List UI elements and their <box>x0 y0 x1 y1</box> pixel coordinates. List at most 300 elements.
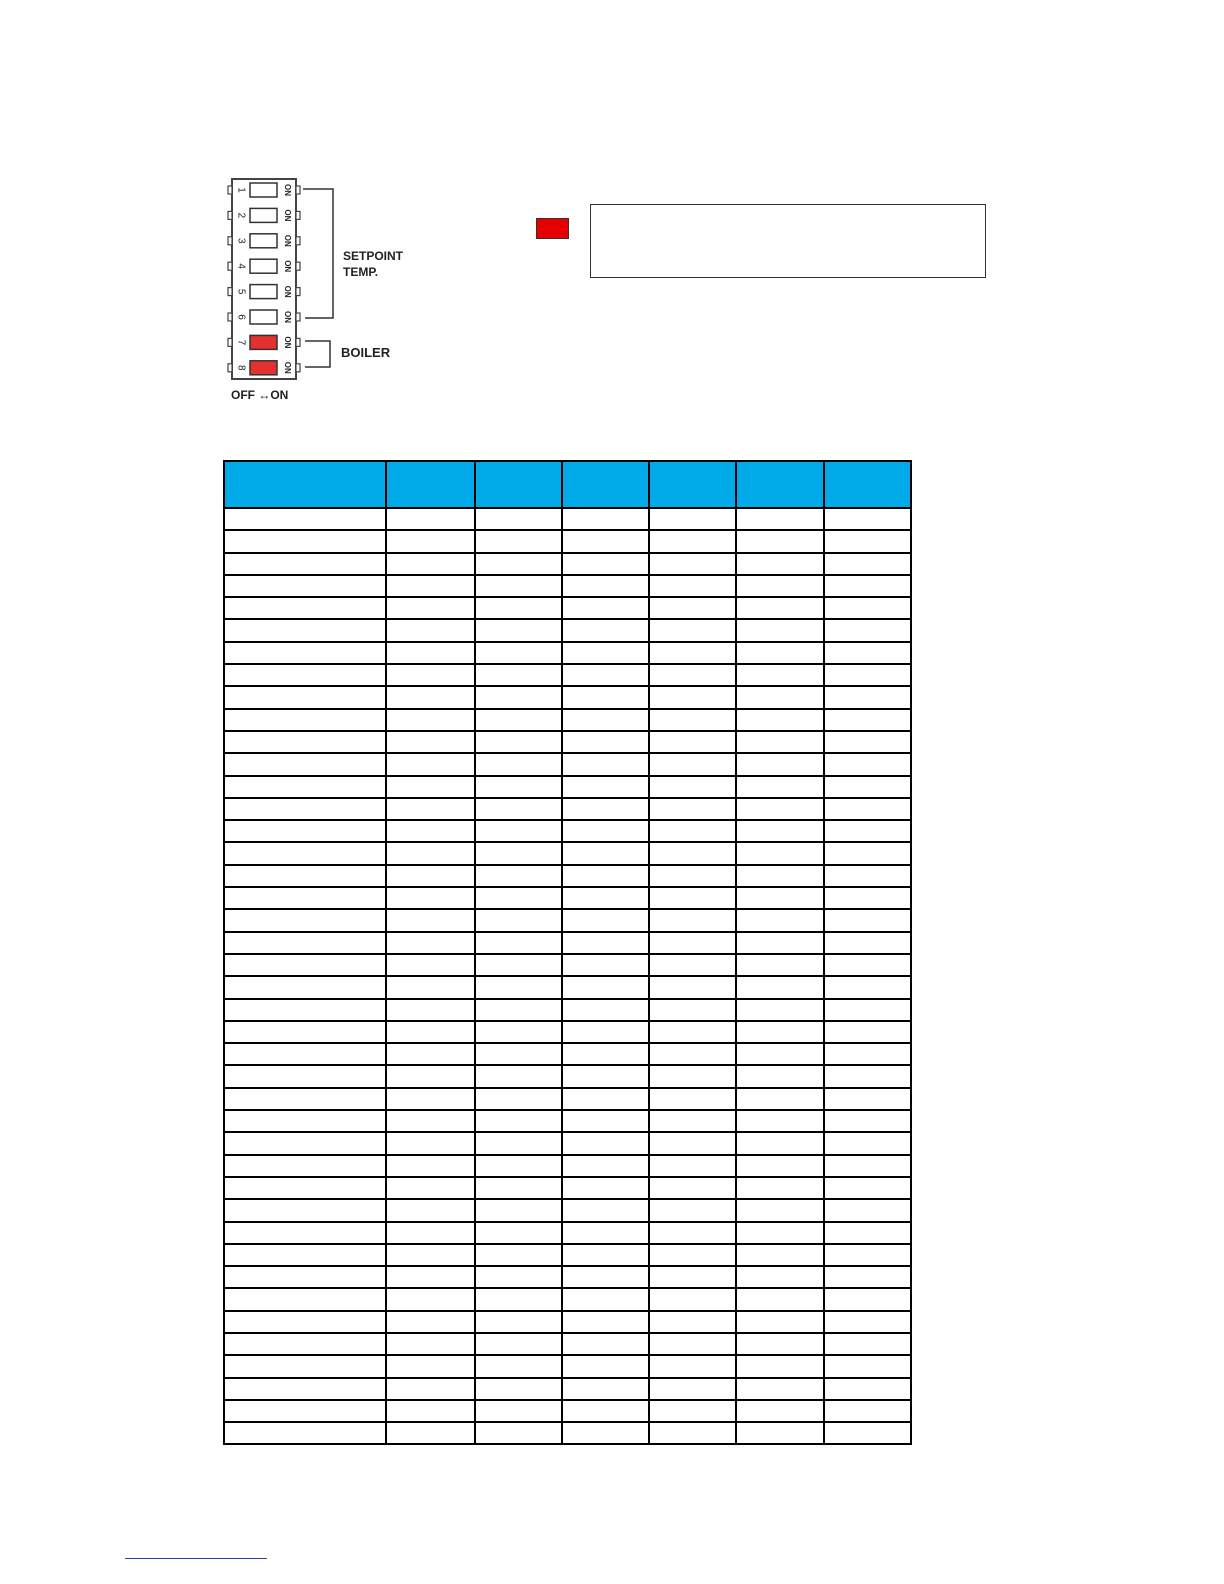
table-cell <box>475 1177 562 1199</box>
table-row <box>224 887 911 909</box>
table-row <box>224 530 911 552</box>
table-cell <box>475 1132 562 1154</box>
table-cell <box>562 619 649 641</box>
table-cell <box>824 575 911 597</box>
table-cell <box>824 954 911 976</box>
table-row <box>224 1288 911 1310</box>
table-cell <box>386 709 474 731</box>
table-cell <box>386 842 474 864</box>
table-cell <box>649 1244 736 1266</box>
dip-switch-number: 1 <box>235 187 247 193</box>
table-cell <box>224 1021 386 1043</box>
table-row <box>224 508 911 530</box>
table-cell <box>562 1378 649 1400</box>
dip-switch-number: 6 <box>235 314 247 320</box>
table-cell <box>475 642 562 664</box>
table-cell <box>824 1311 911 1333</box>
table-cell <box>224 530 386 552</box>
table-row <box>224 664 911 686</box>
table-cell <box>224 1132 386 1154</box>
table-cell <box>736 1088 823 1110</box>
dip-switch-slider <box>250 259 277 273</box>
table-row <box>224 1266 911 1288</box>
table-cell <box>224 999 386 1021</box>
table-cell <box>736 1400 823 1422</box>
table-cell <box>562 553 649 575</box>
table-cell <box>475 1311 562 1333</box>
setpoint-bracket <box>303 189 333 318</box>
table-cell <box>736 776 823 798</box>
dip-pin-left <box>228 211 232 219</box>
table-cell <box>475 1422 562 1444</box>
table-cell <box>649 1065 736 1087</box>
table-cell <box>649 664 736 686</box>
dip-switch-slider <box>250 208 277 222</box>
table-row <box>224 619 911 641</box>
dip-switch-slider <box>250 234 277 248</box>
table-cell <box>562 909 649 931</box>
table-cell <box>824 887 911 909</box>
table-cell <box>562 1132 649 1154</box>
table-cell <box>386 1021 474 1043</box>
legend-color-swatch <box>536 218 569 239</box>
dip-switch-slider <box>250 361 277 375</box>
table-cell <box>386 1400 474 1422</box>
table-cell <box>562 1043 649 1065</box>
table-row <box>224 597 911 619</box>
table-cell <box>224 1311 386 1333</box>
table-cell <box>562 999 649 1021</box>
table-row <box>224 642 911 664</box>
table-cell <box>562 1333 649 1355</box>
table-cell <box>475 553 562 575</box>
table-cell <box>824 1288 911 1310</box>
table-row <box>224 1088 911 1110</box>
table-cell <box>562 1244 649 1266</box>
table-cell <box>224 1378 386 1400</box>
table-cell <box>824 1266 911 1288</box>
dip-switch-on-label: ON <box>282 361 292 374</box>
table-cell <box>386 1222 474 1244</box>
table-cell <box>649 619 736 641</box>
table-cell <box>475 1378 562 1400</box>
table-cell <box>736 887 823 909</box>
table-cell <box>475 597 562 619</box>
table-cell <box>562 1110 649 1132</box>
table-cell <box>562 508 649 530</box>
table-row <box>224 776 911 798</box>
table-row <box>224 842 911 864</box>
table-cell <box>824 642 911 664</box>
table-row <box>224 1311 911 1333</box>
table-cell <box>475 1333 562 1355</box>
table-cell <box>475 709 562 731</box>
table-row <box>224 999 911 1021</box>
table-cell <box>386 1378 474 1400</box>
table-cell <box>475 508 562 530</box>
table-row <box>224 1132 911 1154</box>
table-cell <box>649 1288 736 1310</box>
table-cell <box>475 575 562 597</box>
table-cell <box>824 619 911 641</box>
table-cell <box>562 686 649 708</box>
table-cell <box>736 508 823 530</box>
table-cell <box>649 1333 736 1355</box>
table-cell <box>649 1132 736 1154</box>
table-cell <box>562 1266 649 1288</box>
table-cell <box>562 1065 649 1087</box>
table-cell <box>475 1021 562 1043</box>
table-cell <box>475 1088 562 1110</box>
table-cell <box>824 820 911 842</box>
table-cell <box>475 664 562 686</box>
table-cell <box>475 1288 562 1310</box>
table-cell <box>224 932 386 954</box>
table-cell <box>824 976 911 998</box>
table-cell <box>824 1177 911 1199</box>
table-cell <box>386 1043 474 1065</box>
table-cell <box>736 575 823 597</box>
table-cell <box>386 1155 474 1177</box>
table-cell <box>649 642 736 664</box>
table-cell <box>386 820 474 842</box>
table-cell <box>224 1155 386 1177</box>
table-cell <box>824 932 911 954</box>
table-row <box>224 976 911 998</box>
table-cell <box>736 597 823 619</box>
table-cell <box>562 575 649 597</box>
table-cell <box>824 1155 911 1177</box>
table-cell <box>475 1110 562 1132</box>
table-cell <box>386 1088 474 1110</box>
dip-switch-number: 8 <box>235 365 247 371</box>
table-cell <box>386 1132 474 1154</box>
table-cell <box>649 932 736 954</box>
table-cell <box>224 1355 386 1377</box>
table-cell <box>736 1021 823 1043</box>
table-cell <box>736 1222 823 1244</box>
table-cell <box>649 731 736 753</box>
table-cell <box>475 731 562 753</box>
dip-pin-right <box>296 211 300 219</box>
dip-switch-on-label: ON <box>282 285 292 298</box>
table-cell <box>649 776 736 798</box>
table-cell <box>824 1132 911 1154</box>
table-row <box>224 1043 911 1065</box>
table-cell <box>736 664 823 686</box>
table-cell <box>824 597 911 619</box>
table-cell <box>649 865 736 887</box>
table-cell <box>224 731 386 753</box>
table-cell <box>224 976 386 998</box>
table-row <box>224 731 911 753</box>
table-header-row <box>224 461 911 508</box>
table-cell <box>475 619 562 641</box>
table-cell <box>386 887 474 909</box>
table-cell <box>386 686 474 708</box>
table-cell <box>224 865 386 887</box>
table-header-cell <box>562 461 649 508</box>
table-row <box>224 1333 911 1355</box>
table-cell <box>562 1311 649 1333</box>
settings-table <box>223 460 912 1445</box>
dip-switch-number: 7 <box>235 339 247 346</box>
table-cell <box>224 686 386 708</box>
table-cell <box>386 642 474 664</box>
table-cell <box>649 999 736 1021</box>
table-cell <box>736 1288 823 1310</box>
table-cell <box>649 1177 736 1199</box>
table-cell <box>475 865 562 887</box>
table-row <box>224 1199 911 1221</box>
table-cell <box>824 1021 911 1043</box>
table-cell <box>224 887 386 909</box>
dip-pin-right <box>296 313 300 321</box>
table-header-cell <box>736 461 823 508</box>
dip-pin-right <box>296 288 300 296</box>
table-cell <box>736 932 823 954</box>
table-cell <box>475 976 562 998</box>
table-cell <box>386 1266 474 1288</box>
dip-switch-on-label: ON <box>282 260 292 273</box>
table-row <box>224 909 911 931</box>
table-cell <box>736 1355 823 1377</box>
table-cell <box>224 1065 386 1087</box>
table-cell <box>224 753 386 775</box>
table-row <box>224 1177 911 1199</box>
table-cell <box>736 842 823 864</box>
table-cell <box>649 798 736 820</box>
table-cell <box>386 553 474 575</box>
table-cell <box>224 909 386 931</box>
table-cell <box>824 909 911 931</box>
table-cell <box>562 842 649 864</box>
table-row <box>224 1110 911 1132</box>
table-cell <box>649 1400 736 1422</box>
table-cell <box>562 798 649 820</box>
table-cell <box>386 932 474 954</box>
table-cell <box>824 776 911 798</box>
table-cell <box>475 1065 562 1087</box>
table-cell <box>824 1355 911 1377</box>
table-cell <box>386 1288 474 1310</box>
table-cell <box>562 642 649 664</box>
table-cell <box>475 999 562 1021</box>
table-cell <box>649 1155 736 1177</box>
table-cell <box>736 1043 823 1065</box>
table-cell <box>224 954 386 976</box>
table-cell <box>224 1199 386 1221</box>
table-cell <box>224 820 386 842</box>
table-cell <box>736 1199 823 1221</box>
table-cell <box>824 553 911 575</box>
table-cell <box>649 1311 736 1333</box>
table-cell <box>475 1199 562 1221</box>
table-cell <box>224 619 386 641</box>
table-cell <box>475 798 562 820</box>
table-cell <box>562 1177 649 1199</box>
table-cell <box>824 1199 911 1221</box>
table-cell <box>386 619 474 641</box>
table-cell <box>736 954 823 976</box>
table-cell <box>649 508 736 530</box>
table-header-cell <box>224 461 386 508</box>
table-cell <box>649 842 736 864</box>
table-cell <box>736 798 823 820</box>
table-cell <box>224 709 386 731</box>
dip-switch-number: 4 <box>235 263 247 269</box>
table-cell <box>562 1199 649 1221</box>
table-cell <box>649 1199 736 1221</box>
dip-switch-slider <box>250 335 277 349</box>
table-cell <box>224 597 386 619</box>
table-cell <box>649 820 736 842</box>
dip-pin-right <box>296 186 300 194</box>
table-cell <box>224 776 386 798</box>
dip-switch-slider <box>250 310 277 324</box>
table-cell <box>562 820 649 842</box>
table-cell <box>224 1422 386 1444</box>
dip-switch-diagram <box>225 174 345 394</box>
legend-text-box <box>590 204 986 278</box>
table-cell <box>224 798 386 820</box>
table-cell <box>386 1355 474 1377</box>
table-cell <box>736 753 823 775</box>
table-cell <box>649 753 736 775</box>
dip-pin-right <box>296 262 300 270</box>
table-row <box>224 1021 911 1043</box>
table-cell <box>736 976 823 998</box>
table-cell <box>736 1311 823 1333</box>
table-cell <box>562 887 649 909</box>
table-header-cell <box>649 461 736 508</box>
table-cell <box>736 1177 823 1199</box>
table-cell <box>386 664 474 686</box>
table-row <box>224 865 911 887</box>
off-on-label: OFF ↔ON <box>231 388 289 402</box>
table-cell <box>736 686 823 708</box>
table-cell <box>475 1355 562 1377</box>
table-cell <box>824 1043 911 1065</box>
table-row <box>224 954 911 976</box>
table-row <box>224 1355 911 1377</box>
table-cell <box>562 865 649 887</box>
table-header-cell <box>475 461 562 508</box>
table-cell <box>824 709 911 731</box>
table-cell <box>224 642 386 664</box>
table-cell <box>562 530 649 552</box>
table-cell <box>386 954 474 976</box>
table-cell <box>649 1021 736 1043</box>
table-cell <box>736 820 823 842</box>
table-cell <box>224 1110 386 1132</box>
table-cell <box>736 909 823 931</box>
table-cell <box>475 1400 562 1422</box>
table-row <box>224 1065 911 1087</box>
table-cell <box>475 686 562 708</box>
table-cell <box>224 1400 386 1422</box>
table-cell <box>824 865 911 887</box>
table-cell <box>736 999 823 1021</box>
table-cell <box>386 1311 474 1333</box>
table-row <box>224 1155 911 1177</box>
dip-switch-svg <box>225 174 345 389</box>
dip-switch-slider <box>250 285 277 299</box>
table-cell <box>386 1110 474 1132</box>
table-cell <box>386 1333 474 1355</box>
dip-pin-left <box>228 237 232 245</box>
table-cell <box>649 553 736 575</box>
table-cell <box>649 1378 736 1400</box>
table-cell <box>386 1244 474 1266</box>
table-cell <box>736 1110 823 1132</box>
table-cell <box>475 842 562 864</box>
table-cell <box>386 1199 474 1221</box>
table-row <box>224 686 911 708</box>
table-cell <box>736 1065 823 1087</box>
table-cell <box>824 1422 911 1444</box>
dip-switch-on-label: ON <box>282 209 292 222</box>
table-cell <box>736 1244 823 1266</box>
table-row <box>224 1400 911 1422</box>
dip-switch-number: 3 <box>235 238 247 244</box>
table-row <box>224 553 911 575</box>
dip-switch-number: 5 <box>235 288 247 295</box>
table-cell <box>562 1422 649 1444</box>
table-cell <box>824 1222 911 1244</box>
table-cell <box>649 976 736 998</box>
setpoint-temp-label: SETPOINT TEMP. <box>343 249 404 279</box>
dip-pin-right <box>296 364 300 372</box>
dip-switch-on-label: ON <box>282 311 292 323</box>
dip-switch-slider <box>250 183 277 197</box>
table-cell <box>649 709 736 731</box>
table-cell <box>649 1355 736 1377</box>
table-cell <box>224 664 386 686</box>
table-cell <box>736 709 823 731</box>
dip-pin-right <box>296 338 300 346</box>
table-cell <box>824 1378 911 1400</box>
table-cell <box>475 753 562 775</box>
table-cell <box>562 664 649 686</box>
table-cell <box>475 954 562 976</box>
table-cell <box>736 642 823 664</box>
table-cell <box>649 1088 736 1110</box>
table-cell <box>649 1110 736 1132</box>
table-row <box>224 820 911 842</box>
dip-switch-on-label: ON <box>282 234 292 247</box>
table-cell <box>386 1065 474 1087</box>
table-cell <box>386 909 474 931</box>
table-cell <box>475 1244 562 1266</box>
table-cell <box>562 753 649 775</box>
table-cell <box>649 1422 736 1444</box>
table-cell <box>386 999 474 1021</box>
dip-pin-left <box>228 313 232 321</box>
table-cell <box>824 686 911 708</box>
table-row <box>224 709 911 731</box>
table-cell <box>224 575 386 597</box>
table-cell <box>736 865 823 887</box>
table-cell <box>475 1155 562 1177</box>
table-cell <box>649 686 736 708</box>
table-cell <box>824 842 911 864</box>
table-cell <box>475 776 562 798</box>
table-cell <box>386 798 474 820</box>
table-row <box>224 932 911 954</box>
table-cell <box>649 530 736 552</box>
table-row <box>224 753 911 775</box>
